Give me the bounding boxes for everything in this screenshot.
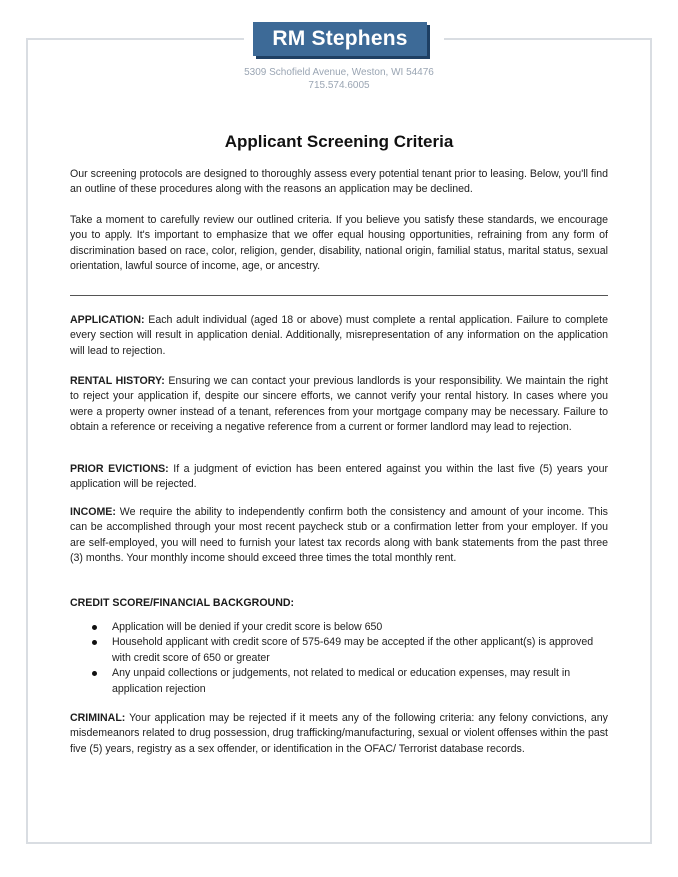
section-divider [70, 295, 608, 296]
list-item: Household applicant with credit score of 575-649 may be accepted if the other applicant(s) is approved with credit score of 650 or greater [88, 635, 608, 666]
prior-evictions-label: PRIOR EVICTIONS: [70, 463, 169, 475]
credit-section-heading: CREDIT SCORE/FINANCIAL BACKGROUND: [70, 597, 295, 609]
application-label: APPLICATION: [70, 314, 145, 326]
intro-paragraph-2: Take a moment to carefully review our outlined criteria. If you believe you satisfy these standards, we encourage you to apply. It's important to emphasize that we offer equal housing opportunities, refraining from any form of discrimination based on race, color, religion, gender, disability, national origin, familial status, marital status, sexual orientation, lawful source of income, age, or ancestry. [70, 214, 608, 273]
rental-history-label: RENTAL HISTORY: [70, 375, 165, 387]
criminal-section [70, 711, 608, 757]
income-label: INCOME: [70, 506, 116, 518]
application-text: Each adult individual (aged 18 or above) must complete a rental application. Failure to complete every section will result in application denial. Additionally, misrepresentation of any information on the application will lead to rejection. [70, 314, 608, 357]
rental-history-section [70, 374, 608, 436]
intro-paragraph-1: Our screening protocols are designed to thoroughly assess every potential tenant prior to leasing. Below, you'll find an outline of these procedures along with the reasons an application may be declined. [70, 168, 608, 196]
company-phone: 715.574.6005 [308, 80, 370, 91]
credit-criteria-list [88, 620, 608, 697]
criminal-label: CRIMINAL: [70, 712, 126, 724]
list-item: Application will be denied if your credit score is below 650 [88, 620, 608, 635]
page-title: Applicant Screening Criteria [224, 132, 454, 151]
rental-history-text: Ensuring we can contact your previous landlords is your responsibility. We maintain the right to reject your application if, despite our sincere efforts, we cannot verify your rental history. In cases where you were a property owner instead of a tenant, references from your mortgage company may be necessary. Failure to obtain a reference or receiving a negative reference from a current or former landlord may lead to rejection. [70, 375, 608, 434]
prior-evictions-text: If a judgment of eviction has been entered against you within the last five (5) years your application will be rejected. [70, 463, 608, 491]
income-section [70, 505, 608, 567]
company-address: 5309 Schofield Avenue, Weston, WI 54476 [244, 67, 434, 78]
application-section [70, 313, 608, 359]
company-contact [0, 66, 678, 92]
prior-evictions-section [70, 462, 608, 493]
company-logo [253, 22, 427, 56]
criminal-text: Your application may be rejected if it meets any of the following criteria: any felony convictions, any misdemeanors related to drug possession, drug trafficking/manufacturing, sexual or violent offenses within the past five (5) years, registry as a sex offender, or identification in the OFAC/ Terrorist database records. [70, 712, 608, 755]
income-text: We require the ability to independently confirm both the consistency and amount of your income. This can be accomplished through your most recent paycheck stub or a confirmation letter from your employer. If you are self-employed, you will need to furnish your latest tax records along with bank statements from the past three (3) months. Your monthly income should exceed three times the total monthly rent. [70, 506, 608, 565]
list-item: Any unpaid collections or judgements, not related to medical or education expenses, may result in application rejection [88, 666, 608, 697]
logo-text: RM Stephens [272, 27, 408, 50]
